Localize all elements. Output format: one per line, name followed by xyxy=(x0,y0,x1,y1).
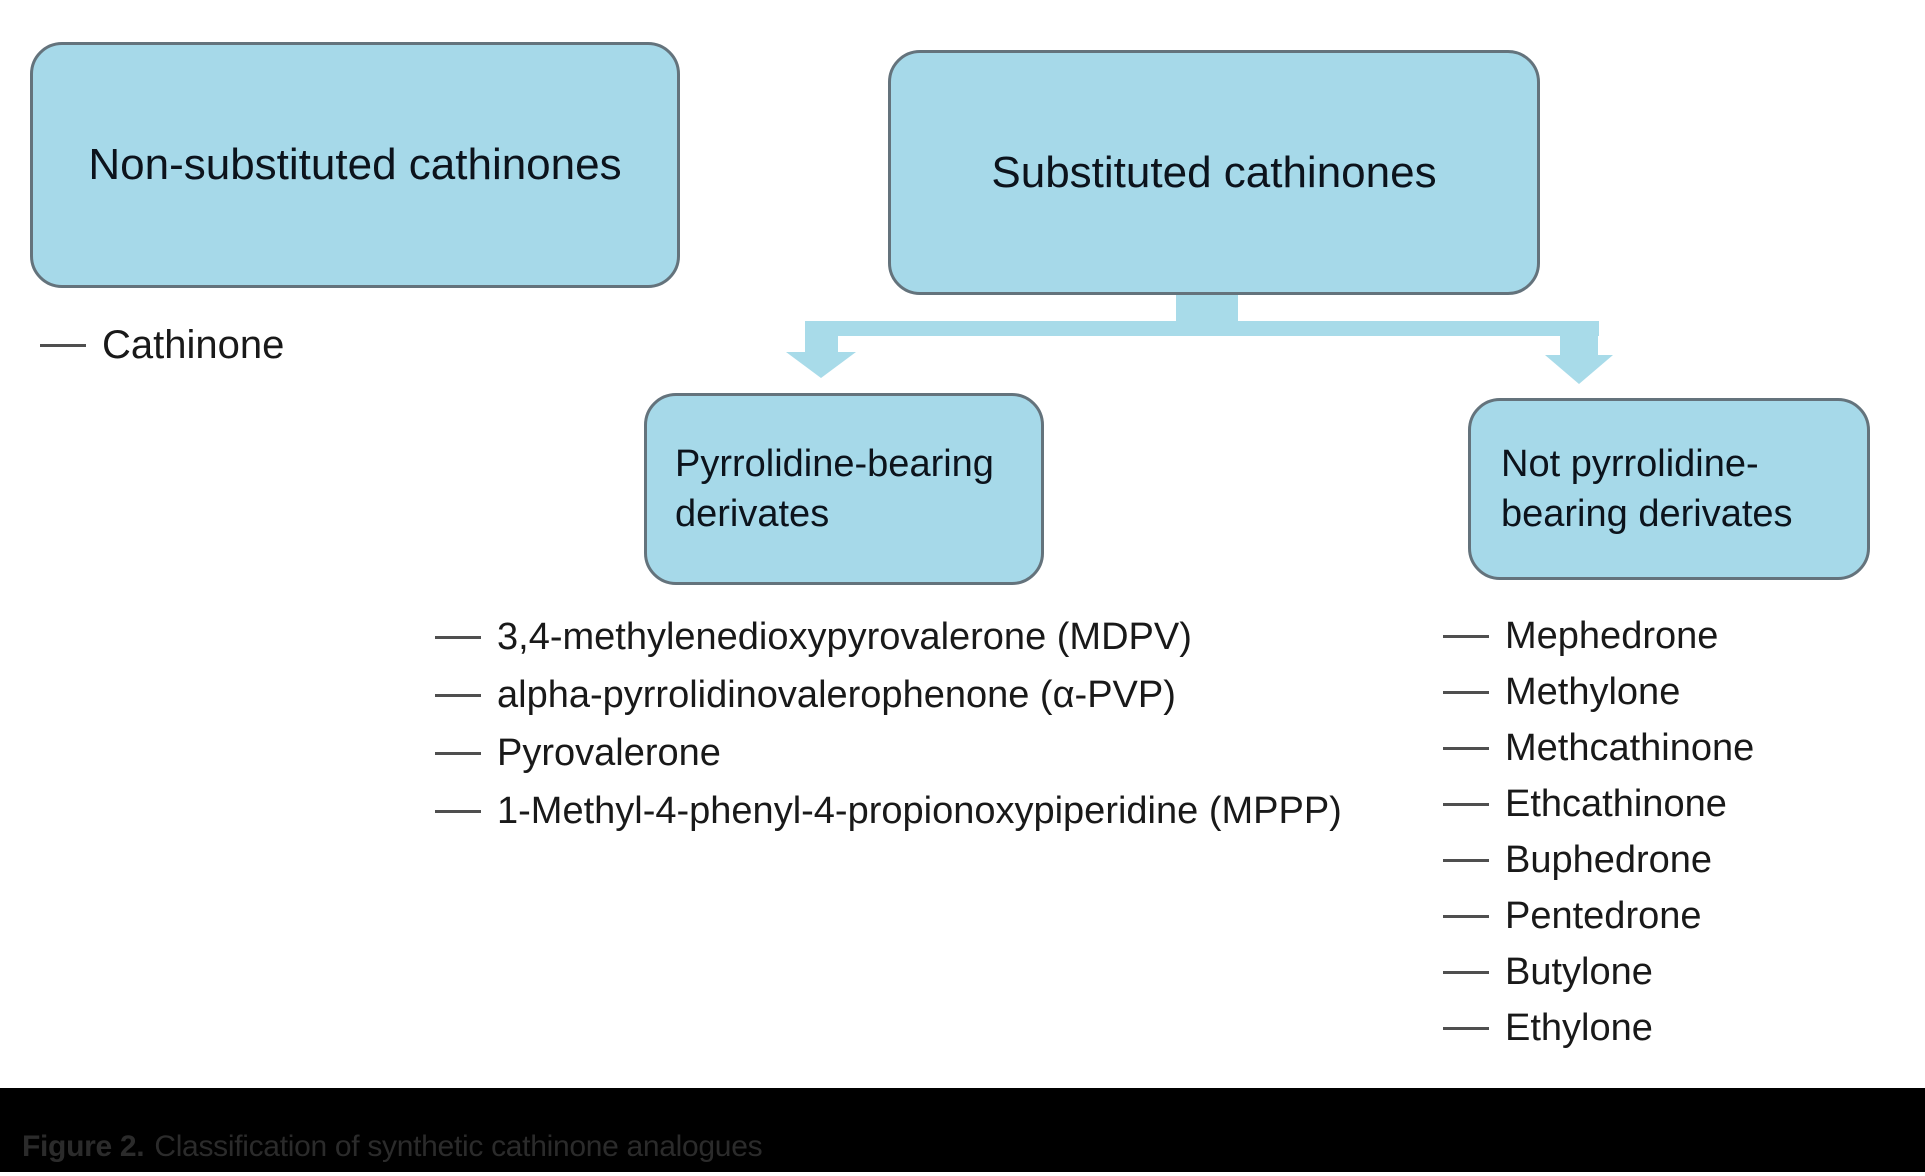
dash-bullet xyxy=(1443,1027,1489,1030)
list-item xyxy=(435,786,1342,836)
list-item-label: Cathinone xyxy=(102,322,285,367)
list-not-pyrrolidine xyxy=(1443,610,1754,1054)
list-item-label: 1-Methyl-4-phenyl-4-propionoxypiperidine (MPPP) xyxy=(497,789,1342,832)
list-item-label: alpha-pyrrolidinovalerophenone (α-PVP) xyxy=(497,673,1176,716)
dash-bullet xyxy=(1443,971,1489,974)
list-item xyxy=(435,728,1342,778)
node-not-pyrrolidine-label-line2: bearing derivates xyxy=(1501,493,1793,535)
list-item-label: Ethylone xyxy=(1505,1006,1653,1049)
dash-bullet xyxy=(1443,747,1489,750)
list-item-label: Ethcathinone xyxy=(1505,782,1727,825)
list-item xyxy=(1443,1002,1754,1054)
list-item-label: Methylone xyxy=(1505,670,1681,713)
node-substituted-cathinones xyxy=(888,50,1540,295)
dash-bullet xyxy=(435,752,481,755)
list-item xyxy=(1443,946,1754,998)
figure-caption-label: Figure 2. xyxy=(22,1130,145,1163)
node-pyrrolidine-bearing-derivates xyxy=(644,393,1044,585)
list-item xyxy=(1443,722,1754,774)
connector-right-stem xyxy=(1560,321,1598,357)
figure-caption xyxy=(22,1130,762,1164)
list-item-label: Butylone xyxy=(1505,950,1653,993)
dash-bullet xyxy=(1443,803,1489,806)
dash-bullet xyxy=(1443,691,1489,694)
connector-horizontal-bar xyxy=(805,321,1599,336)
list-item xyxy=(1443,610,1754,662)
list-item xyxy=(1443,778,1754,830)
caption-bar xyxy=(0,1088,1925,1172)
dash-bullet xyxy=(435,636,481,639)
dash-bullet xyxy=(435,694,481,697)
node-non-substituted-label: Non-substituted cathinones xyxy=(88,140,622,189)
down-arrow-icon xyxy=(786,352,856,378)
dash-bullet xyxy=(435,810,481,813)
down-arrow-icon xyxy=(1545,355,1613,384)
dash-bullet xyxy=(40,344,86,347)
node-not-pyrrolidine-bearing-derivates xyxy=(1468,398,1870,580)
list-item-label: Pentedrone xyxy=(1505,894,1702,937)
node-non-substituted-cathinones xyxy=(30,42,680,288)
list-item-label: 3,4-methylenedioxypyrovalerone (MDPV) xyxy=(497,615,1192,658)
list-item-label: Methcathinone xyxy=(1505,726,1755,769)
node-pyrrolidine-label-line1: Pyrrolidine-bearing xyxy=(675,442,994,485)
list-item xyxy=(40,322,284,368)
list-pyrrolidine xyxy=(435,612,1342,836)
node-pyrrolidine-label-line2: derivates xyxy=(675,493,830,535)
list-item-label: Mephedrone xyxy=(1505,614,1719,657)
list-item-label: Pyrovalerone xyxy=(497,731,721,774)
node-substituted-label: Substituted cathinones xyxy=(991,147,1437,197)
connector-left-stem xyxy=(805,321,838,354)
list-non-substituted xyxy=(40,322,284,368)
list-item xyxy=(1443,834,1754,886)
dash-bullet xyxy=(1443,915,1489,918)
node-not-pyrrolidine-label-line1: Not pyrrolidine- xyxy=(1501,442,1759,485)
list-item xyxy=(1443,666,1754,718)
figure-caption-text: Classification of synthetic cathinone analogues xyxy=(154,1130,763,1163)
list-item xyxy=(435,612,1342,662)
dash-bullet xyxy=(1443,635,1489,638)
list-item xyxy=(1443,890,1754,942)
dash-bullet xyxy=(1443,859,1489,862)
list-item xyxy=(435,670,1342,720)
list-item-label: Buphedrone xyxy=(1505,838,1713,881)
